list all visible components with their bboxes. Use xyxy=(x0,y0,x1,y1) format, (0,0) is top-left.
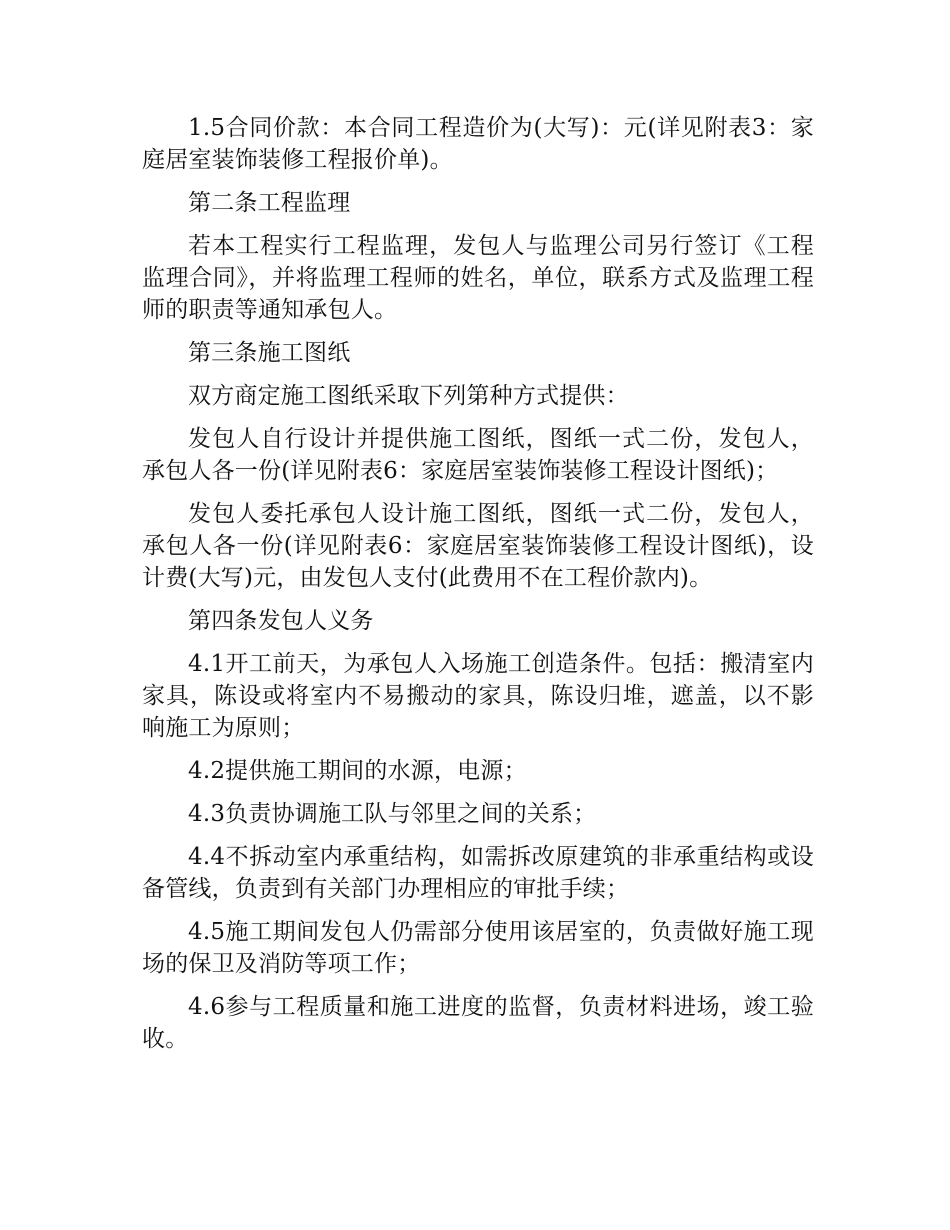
duty-4-3-paragraph: 4.3负责协调施工队与邻里之间的关系； xyxy=(188,801,597,827)
drawings-option-2-paragraph: 发包人委托承包人设计施工图纸，图纸一式二份，发包人，承包人各一份(详见附表6：家庭居室装饰装修工程设计图纸)，设计费(大写)元，由发包人支付(此费用不在工程价款内)。 xyxy=(142,501,814,591)
supervision-paragraph: 若本工程实行工程监理，发包人与监理公司另行签订《工程监理合同》，并将监理工程师的姓名，单位，联系方式及监理工程师的职责等通知承包人。 xyxy=(142,233,814,323)
duty-4-4-paragraph: 4.4不拆动室内承重结构，如需拆改原建筑的非承重结构或设备管线，负责到有关部门办理相应的审批手续； xyxy=(142,844,814,902)
drawings-option-1-paragraph: 发包人自行设计并提供施工图纸，图纸一式二份，发包人，承包人各一份(详见附表6：家庭居室装饰装修工程设计图纸)； xyxy=(142,426,814,484)
section-heading-supervision: 第二条工程监理 xyxy=(188,190,351,216)
section-heading-drawings: 第三条施工图纸 xyxy=(188,340,351,366)
duty-4-1-paragraph: 4.1开工前天，为承包人入场施工创造条件。包括：搬清室内家具，陈设或将室内不易搬动的家具，陈设归堆，遮盖，以不影响施工为原则； xyxy=(142,651,814,741)
section-heading-employer-duties: 第四条发包人义务 xyxy=(188,608,374,634)
contract-price-paragraph: 1.5合同价款：本合同工程造价为(大写)：元(详见附表3：家庭居室装饰装修工程报价单)。 xyxy=(142,115,814,173)
duty-4-2-paragraph: 4.2提供施工期间的水源，电源； xyxy=(188,758,527,784)
duty-4-6-paragraph: 4.6参与工程质量和施工进度的监督，负责材料进场，竣工验收。 xyxy=(142,994,814,1052)
duty-4-5-paragraph: 4.5施工期间发包人仍需部分使用该居室的，负责做好施工现场的保卫及消防等项工作； xyxy=(142,919,814,977)
document-body xyxy=(142,112,814,1066)
drawings-method-paragraph: 双方商定施工图纸采取下列第种方式提供： xyxy=(188,383,629,409)
